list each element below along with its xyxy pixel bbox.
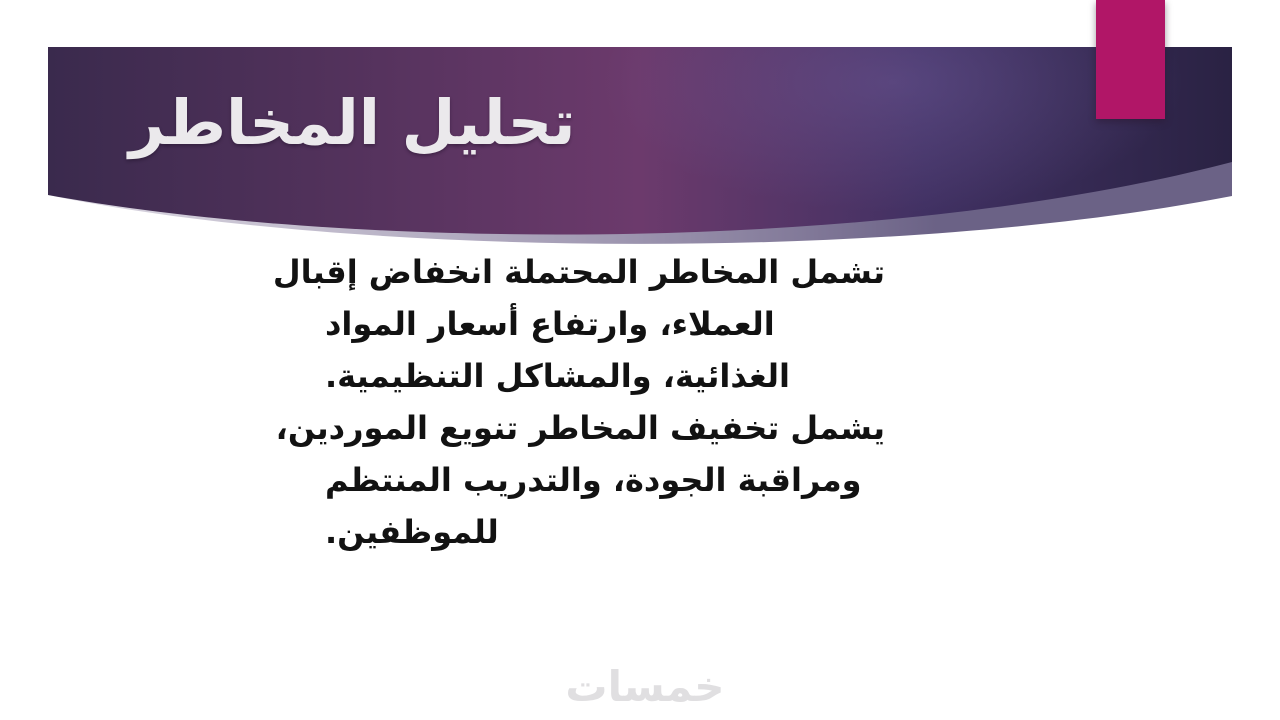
body-line: للموظفين. <box>325 513 499 551</box>
body-text-block <box>272 246 885 558</box>
slide-title: تحليل المخاطر <box>129 86 576 159</box>
body-line: العملاء، وارتفاع أسعار المواد <box>325 305 775 343</box>
khamsat-watermark: خمسات <box>565 662 725 711</box>
accent-tab <box>1096 0 1165 119</box>
body-line: الغذائية، والمشاكل التنظيمية. <box>325 357 790 395</box>
body-line: ومراقبة الجودة، والتدريب المنتظم <box>325 461 862 499</box>
body-line: تشمل المخاطر المحتملة انخفاض إقبال <box>272 253 885 291</box>
body-line: يشمل تخفيف المخاطر تنويع الموردين، <box>275 409 885 447</box>
